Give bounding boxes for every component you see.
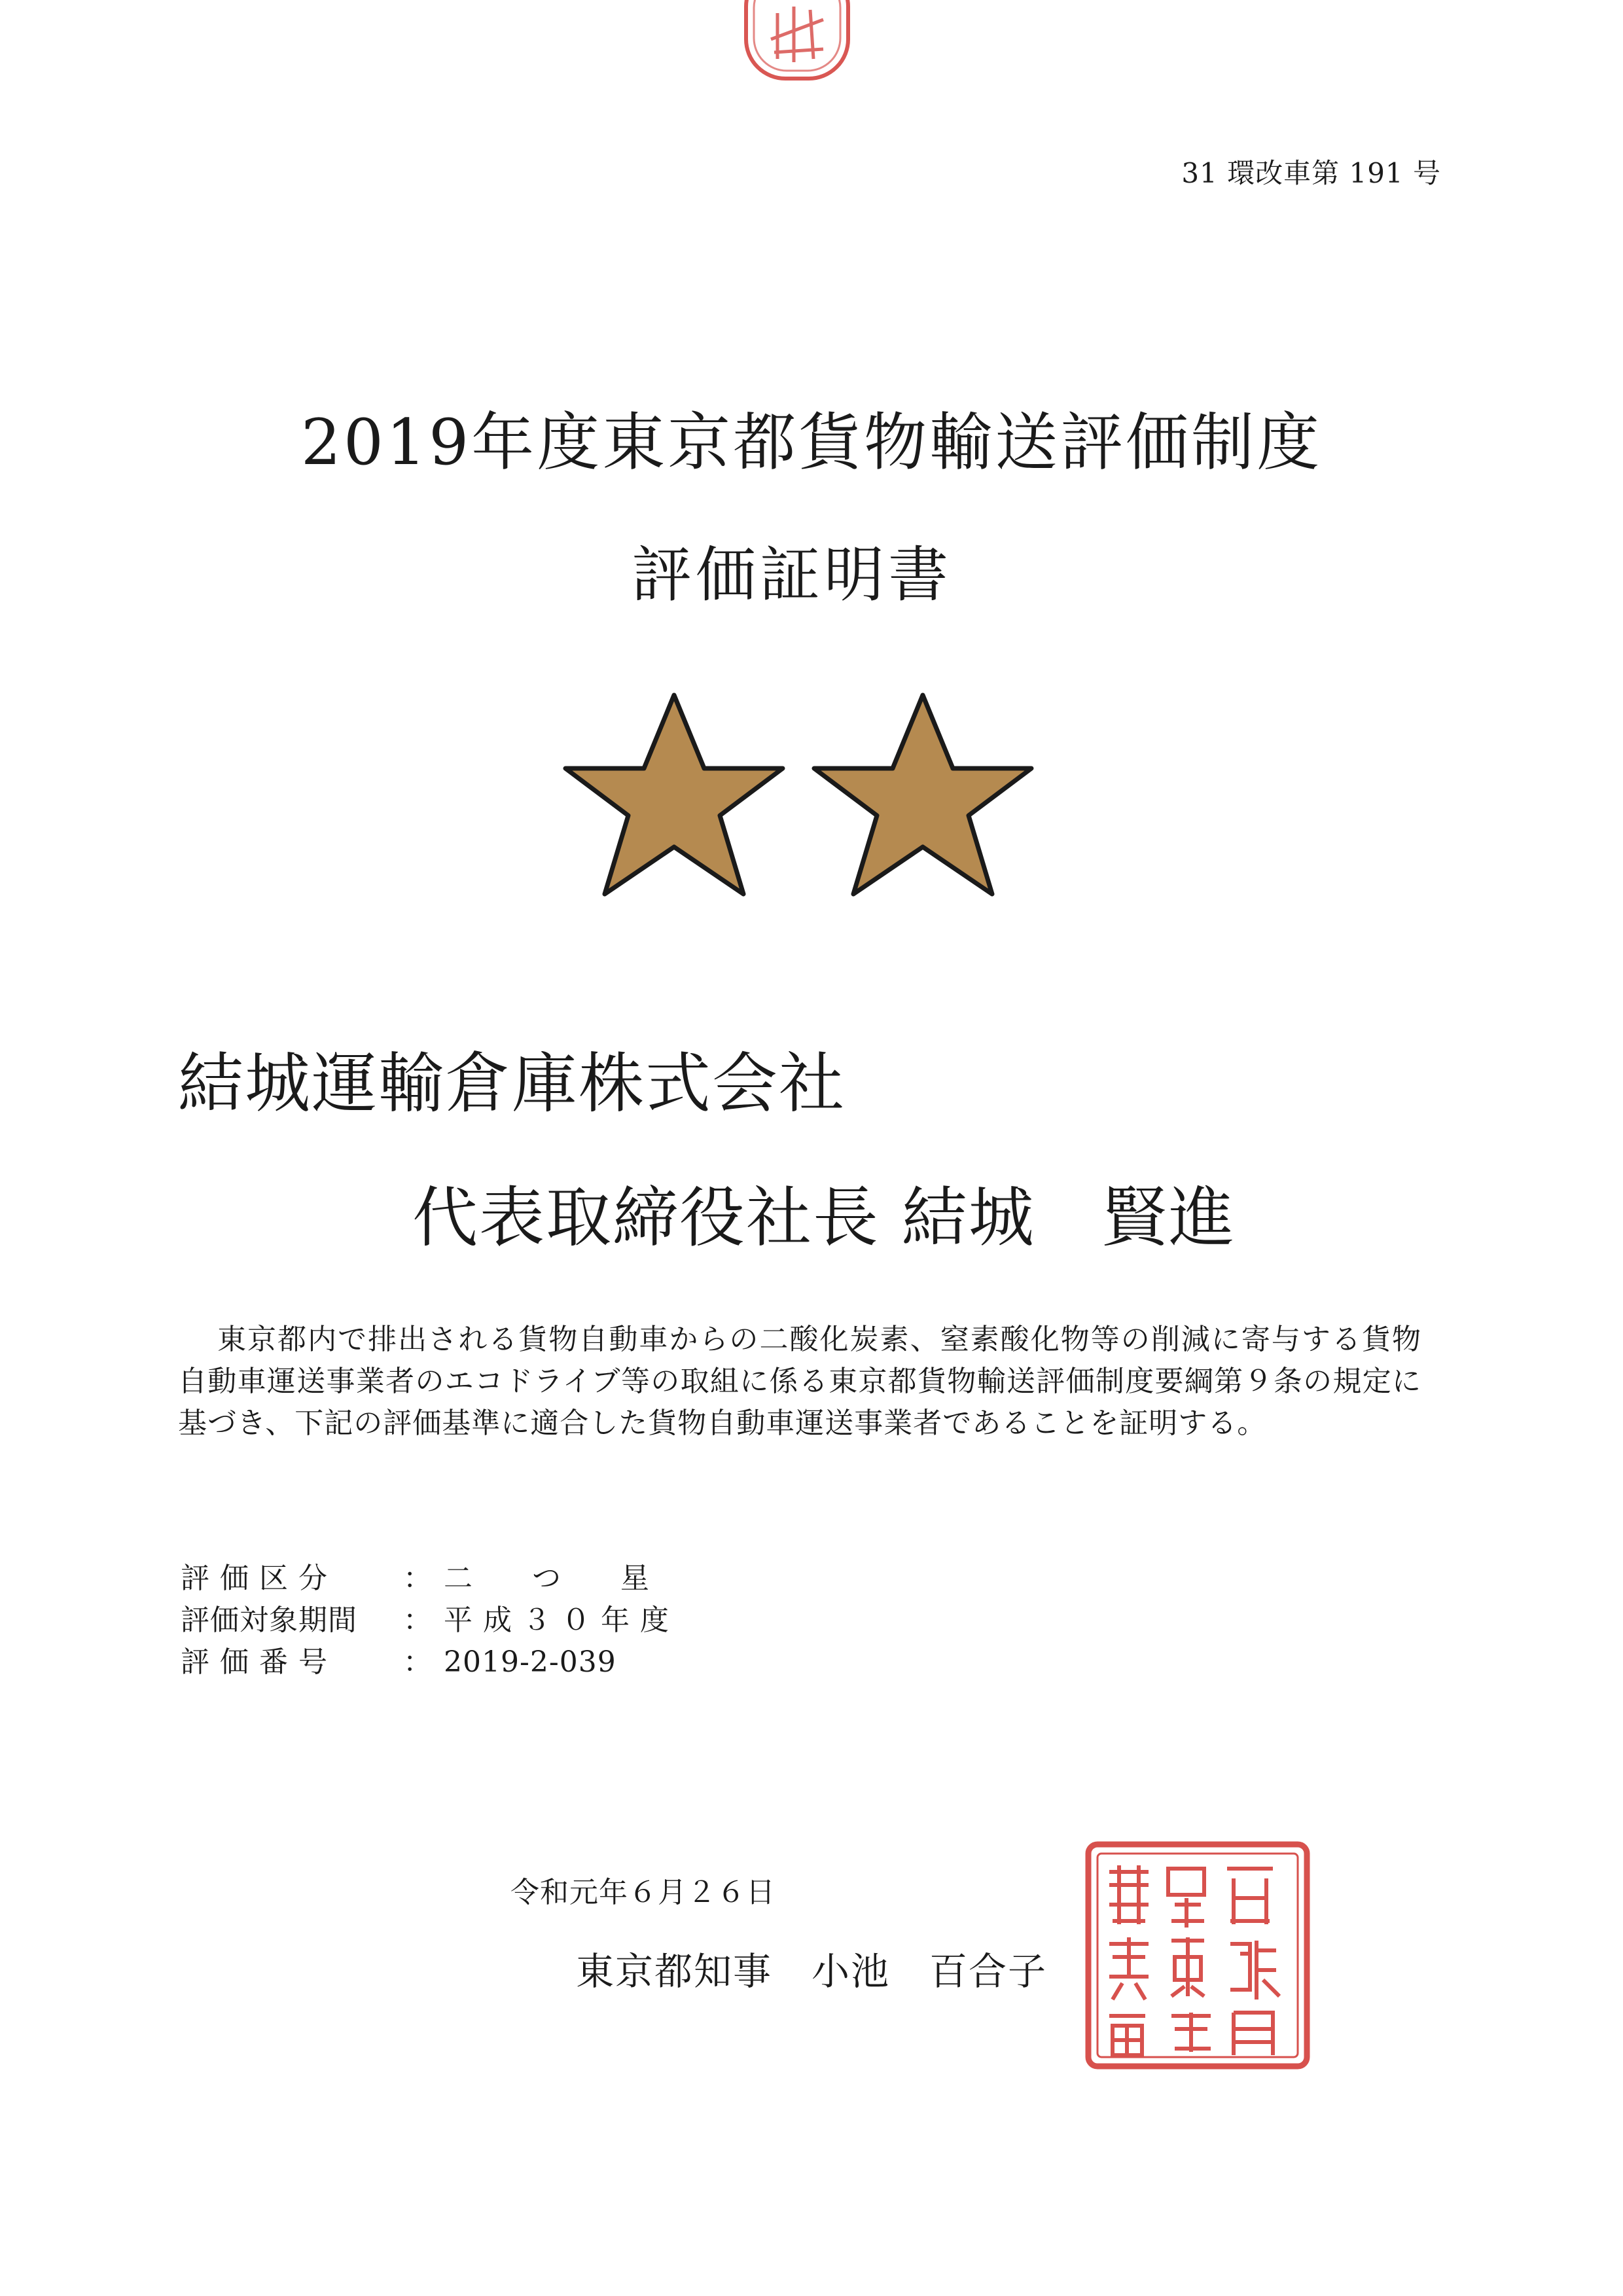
document-number: 31 環改車第 191 号 (1181, 157, 1441, 189)
top-partial-seal (732, 0, 863, 105)
detail-label: 評価対象期間 (181, 1604, 357, 1637)
detail-row-number (181, 1641, 669, 1683)
evaluation-details (181, 1558, 669, 1683)
company-name: 結城運輸倉庫株式会社 (178, 1045, 846, 1122)
detail-label: 評 価 番 号 (181, 1645, 328, 1679)
detail-label: 評 価 区 分 (181, 1562, 328, 1595)
certificate-title: 2019年度東京都貨物輸送評価制度 (300, 406, 1323, 479)
detail-separator: ： (403, 1562, 432, 1595)
detail-separator: ： (403, 1645, 432, 1679)
detail-value: 二 つ 星 (444, 1562, 650, 1595)
issue-date: 令和元年６月２６日 (510, 1876, 776, 1909)
detail-value: 平 成 ３ ０ 年 度 (444, 1604, 669, 1637)
star-rating (550, 687, 1047, 910)
detail-row-category (181, 1558, 669, 1600)
detail-row-period (181, 1600, 669, 1641)
star-icon (814, 695, 1031, 894)
certification-statement: 東京都内で排出される貨物自動車からの二酸化炭素、窒素酸化物等の削減に寄与する貨物自動車運送事業者のエコドライブ等の取組に係る東京都貨物輸送評価制度要綱第９条の規定に基づき、下記の評価基準に適合した貨物自動車運送事業者であることを証明する。 (178, 1323, 1421, 1440)
star-icon (565, 695, 783, 894)
detail-separator: ： (403, 1604, 432, 1637)
official-seal (1083, 1839, 1312, 2072)
issuer-name: 東京都知事 小池 百合子 (576, 1949, 1048, 1994)
certificate-subtitle: 評価証明書 (631, 540, 952, 610)
representative-name: 代表取締役社長 結城 賢進 (412, 1179, 1236, 1256)
detail-value: 2019-2-039 (444, 1645, 616, 1679)
